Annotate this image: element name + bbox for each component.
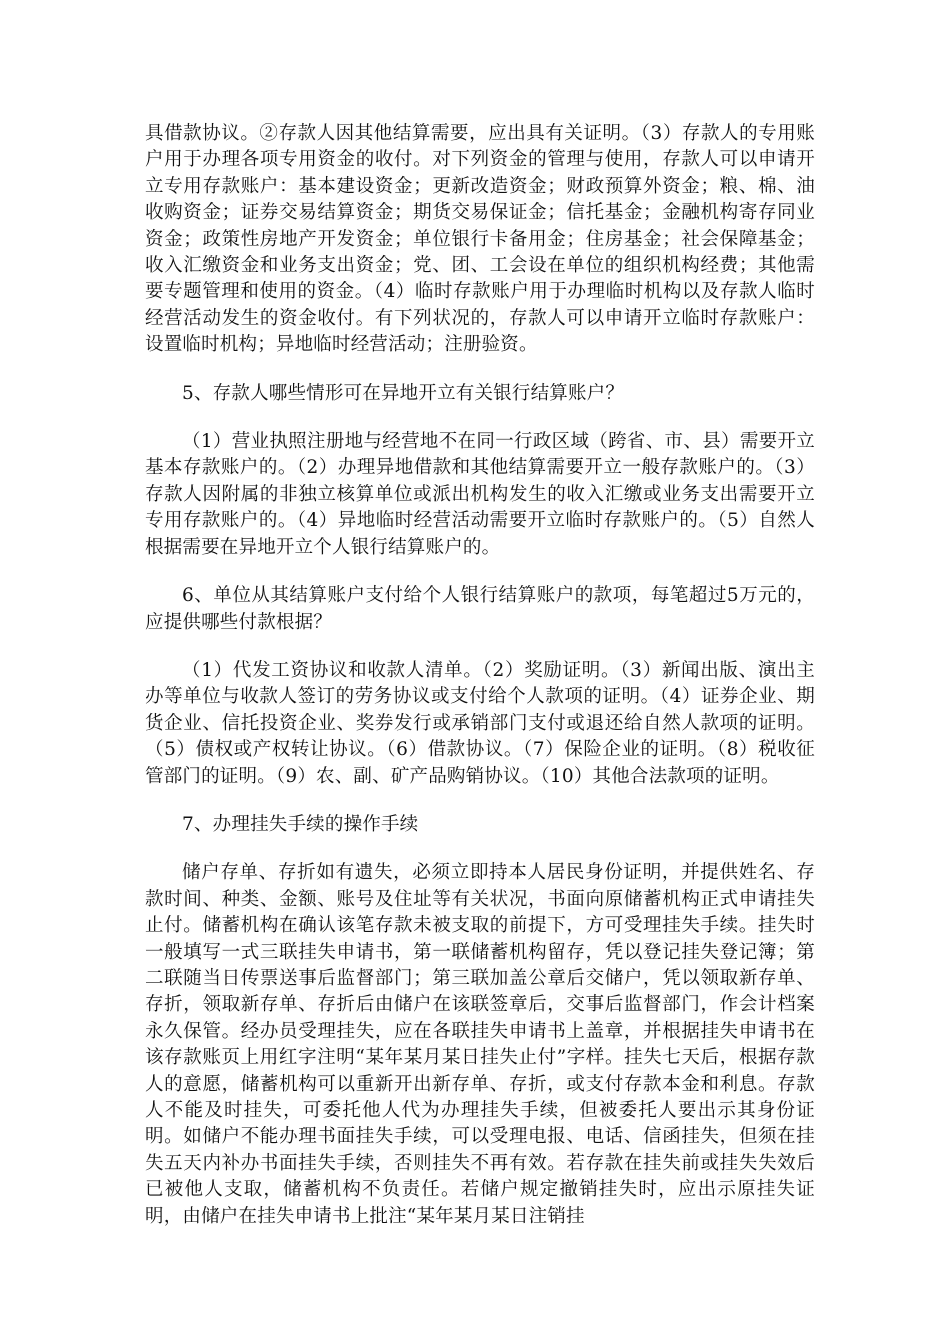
heading-question-6: 6、单位从其结算账户支付给个人银行结算账户的款项，每笔超过5万元的，应提供哪些付款根据？: [145, 585, 815, 633]
paragraph-answer-5: （1）营业执照注册地与经营地不在同一行政区域（跨省、市、县）需要开立基本存款账户的。（2）办理异地借款和其他结算需要开立一般存款账户的。（3）存款人因附属的非独立核算单位或派出机构发生的收入汇缴或业务支出需要开立专用存款账户的。（4）异地临时经营活动需要开立临时存款账户的。（5）自然人根据需要在异地开立个人银行结算账户的。: [145, 431, 815, 558]
heading-question-5: 5、存款人哪些情形可在异地开立有关银行结算账户？: [182, 382, 625, 404]
paragraph-answer-7: 储户存单、存折如有遗失，必须立即持本人居民身份证明，并提供姓名、存款时间、种类、金额、账号及住址等有关状况，书面向原储蓄机构正式申请挂失止付。储蓄机构在确认该笔存款未被支取的前提下，方可受理挂失手续。挂失时一般填写一式三联挂失申请书，第一联储蓄机构留存，凭以登记挂失登记簿；第二联随当日传票送事后监督部门；第三联加盖公章后交储户，凭以领取新存单、存折，领取新存单、存折后由储户在该联签章后，交事后监督部门，作会计档案永久保管。经办员受理挂失，应在各联挂失申请书上盖章，并根据挂失申请书在该存款账页上用红字注明“某年某月某日挂失止付”字样。挂失七天后，根据存款人的意愿，储蓄机构可以重新开出新存单、存折，或支付存款本金和利息。存款人不能及时挂失，可委托他人代为办理挂失手续，但被委托人要出示其身份证明。如储户不能办理书面挂失手续，可以受理电报、电话、信函挂失，但须在挂失五天内补办书面挂失手续，否则挂失不再有效。若存款在挂失前或挂失失效后已被他人支取，储蓄机构不负责任。若储户规定撤销挂失时，应出示原挂失证明，由储户在挂失申请书上批注“某年某月某日注销挂: [145, 862, 815, 1227]
paragraph-answer-6: （1）代发工资协议和收款人清单。（2）奖励证明。（3）新闻出版、演出主办等单位与收款人签订的劳务协议或支付给个人款项的证明。（4）证券企业、期货企业、信托投资企业、奖券发行或承销部门支付或退还给自然人款项的证明。（5）债权或产权转让协议。（6）借款协议。（7）保险企业的证明。（8）税收征管部门的证明。（9）农、副、矿产品购销协议。（10）其他合法款项的证明。: [145, 659, 815, 787]
paragraph-continuation-account-types: 具借款协议。②存款人因其他结算需要，应出具有关证明。（3）存款人的专用账户用于办理各项专用资金的收付。对下列资金的管理与使用，存款人可以申请开立专用存款账户：基本建设资金；更新改造资金；财政预算外资金；粮、棉、油收购资金；证券交易结算资金；期货交易保证金；信托基金；金融机构寄存同业资金；政策性房地产开发资金；单位银行卡备用金；住房基金；社会保障基金；收入汇缴资金和业务支出资金；党、团、工会设在单位的组织机构经费；其他需要专题管理和使用的资金。（4）临时存款账户用于办理临时机构以及存款人临时经营活动发生的资金收付。有下列状况的，存款人可以申请开立临时存款账户：设置临时机构；异地临时经营活动；注册验资。: [145, 123, 815, 356]
document-body: [145, 121, 815, 1230]
heading-question-7: 7、办理挂失手续的操作手续: [182, 813, 419, 835]
